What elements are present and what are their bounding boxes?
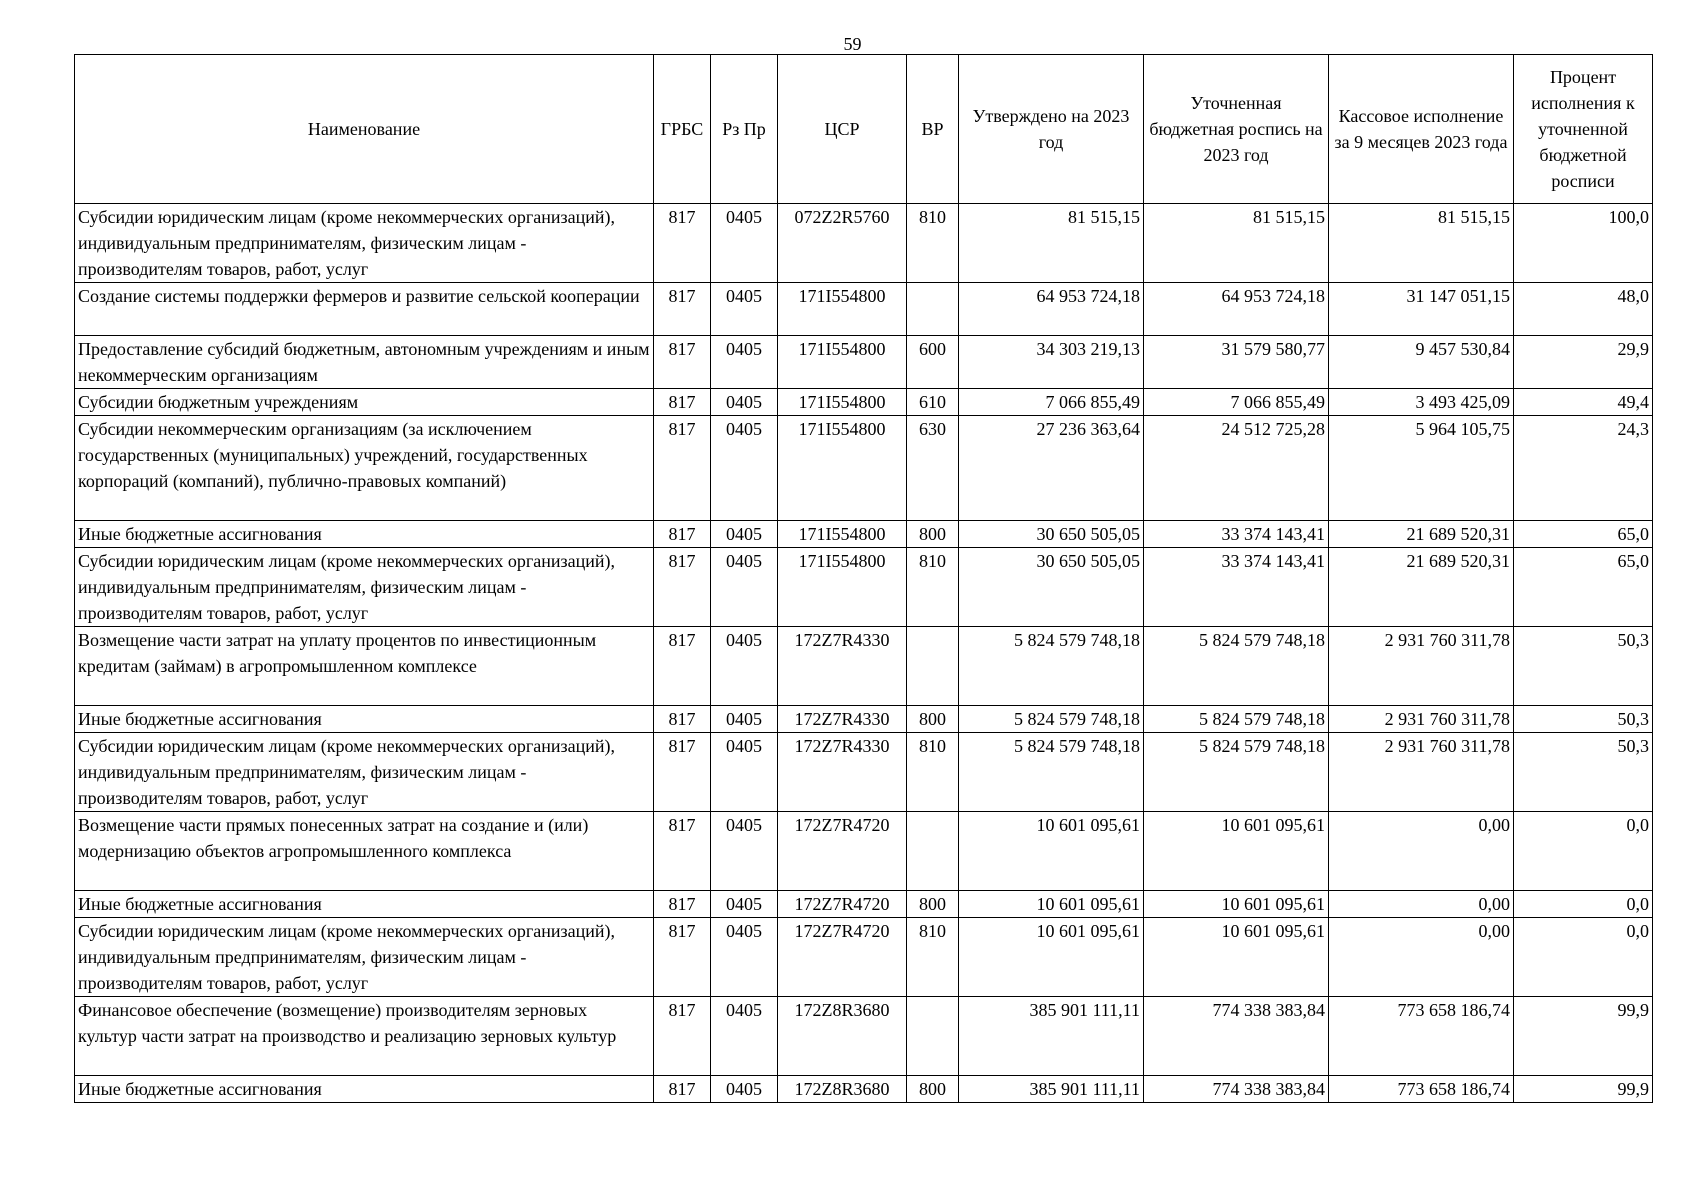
cell-csr: 172Z8R3680: [778, 997, 907, 1076]
cell-name: Возмещение части затрат на уплату процентов по инвестиционным кредитам (займам) в агропромышленном комплексе: [75, 627, 654, 706]
cell-csr: 171I554800: [778, 283, 907, 336]
cell-vr: 610: [907, 389, 959, 416]
cell-executed: 2 931 760 311,78: [1329, 733, 1514, 812]
cell-percent: 29,9: [1514, 336, 1653, 389]
cell-csr: 172Z7R4330: [778, 706, 907, 733]
cell-name: Предоставление субсидий бюджетным, автономным учреждениям и иным некоммерческим организациям: [75, 336, 654, 389]
cell-approved: 5 824 579 748,18: [959, 627, 1144, 706]
cell-name: Иные бюджетные ассигнования: [75, 521, 654, 548]
cell-rzpr: 0405: [711, 548, 778, 627]
cell-refined: 10 601 095,61: [1144, 891, 1329, 918]
cell-refined: 33 374 143,41: [1144, 548, 1329, 627]
cell-csr: 171I554800: [778, 389, 907, 416]
cell-vr: 630: [907, 416, 959, 521]
cell-percent: 50,3: [1514, 733, 1653, 812]
cell-executed: 2 931 760 311,78: [1329, 627, 1514, 706]
cell-rzpr: 0405: [711, 733, 778, 812]
cell-csr: 172Z7R4330: [778, 627, 907, 706]
cell-grbs: 817: [654, 336, 711, 389]
cell-refined: 10 601 095,61: [1144, 812, 1329, 891]
cell-percent: 24,3: [1514, 416, 1653, 521]
cell-name: Создание системы поддержки фермеров и развитие сельской кооперации: [75, 283, 654, 336]
cell-executed: 21 689 520,31: [1329, 521, 1514, 548]
cell-rzpr: 0405: [711, 204, 778, 283]
cell-vr: 810: [907, 733, 959, 812]
table-row: [75, 733, 1653, 812]
cell-refined: 81 515,15: [1144, 204, 1329, 283]
cell-csr: 171I554800: [778, 336, 907, 389]
cell-refined: 64 953 724,18: [1144, 283, 1329, 336]
cell-percent: 50,3: [1514, 706, 1653, 733]
table-row: [75, 521, 1653, 548]
cell-refined: 24 512 725,28: [1144, 416, 1329, 521]
cell-vr: 810: [907, 548, 959, 627]
header-rzpr: Рз Пр: [711, 55, 778, 204]
cell-grbs: 817: [654, 1076, 711, 1103]
cell-refined: 5 824 579 748,18: [1144, 733, 1329, 812]
cell-grbs: 817: [654, 521, 711, 548]
page-number: 59: [843, 34, 862, 54]
cell-grbs: 817: [654, 204, 711, 283]
cell-grbs: 817: [654, 706, 711, 733]
cell-grbs: 817: [654, 548, 711, 627]
cell-rzpr: 0405: [711, 416, 778, 521]
cell-percent: 48,0: [1514, 283, 1653, 336]
cell-percent: 0,0: [1514, 891, 1653, 918]
cell-approved: 10 601 095,61: [959, 812, 1144, 891]
cell-executed: 0,00: [1329, 891, 1514, 918]
cell-executed: 773 658 186,74: [1329, 1076, 1514, 1103]
cell-grbs: 817: [654, 891, 711, 918]
cell-executed: 773 658 186,74: [1329, 997, 1514, 1076]
cell-grbs: 817: [654, 416, 711, 521]
table-row: [75, 283, 1653, 336]
cell-executed: 0,00: [1329, 812, 1514, 891]
cell-rzpr: 0405: [711, 918, 778, 997]
cell-approved: 30 650 505,05: [959, 521, 1144, 548]
cell-percent: 50,3: [1514, 627, 1653, 706]
cell-rzpr: 0405: [711, 336, 778, 389]
cell-grbs: 817: [654, 627, 711, 706]
cell-refined: 5 824 579 748,18: [1144, 627, 1329, 706]
cell-vr: [907, 283, 959, 336]
cell-csr: 172Z7R4720: [778, 918, 907, 997]
cell-grbs: 817: [654, 918, 711, 997]
cell-percent: 65,0: [1514, 548, 1653, 627]
cell-csr: 072Z2R5760: [778, 204, 907, 283]
cell-vr: [907, 812, 959, 891]
cell-rzpr: 0405: [711, 706, 778, 733]
cell-name: Иные бюджетные ассигнования: [75, 706, 654, 733]
cell-rzpr: 0405: [711, 997, 778, 1076]
cell-grbs: 817: [654, 812, 711, 891]
cell-refined: 774 338 383,84: [1144, 1076, 1329, 1103]
table-row: [75, 812, 1653, 891]
header-refined: Уточненная бюджетная роспись на 2023 год: [1144, 55, 1329, 204]
cell-csr: 172Z7R4330: [778, 733, 907, 812]
cell-rzpr: 0405: [711, 891, 778, 918]
cell-name: Иные бюджетные ассигнования: [75, 891, 654, 918]
cell-rzpr: 0405: [711, 521, 778, 548]
cell-percent: 0,0: [1514, 918, 1653, 997]
cell-refined: 31 579 580,77: [1144, 336, 1329, 389]
cell-approved: 7 066 855,49: [959, 389, 1144, 416]
cell-csr: 171I554800: [778, 416, 907, 521]
cell-executed: 0,00: [1329, 918, 1514, 997]
cell-csr: 172Z7R4720: [778, 891, 907, 918]
cell-percent: 99,9: [1514, 1076, 1653, 1103]
cell-vr: [907, 997, 959, 1076]
table-row: [75, 204, 1653, 283]
cell-rzpr: 0405: [711, 812, 778, 891]
cell-name: Субсидии некоммерческим организациям (за исключением государственных (муниципальных) учреждений, государственных корпораций (компаний), публично-правовых компаний): [75, 416, 654, 521]
cell-approved: 385 901 111,11: [959, 997, 1144, 1076]
cell-refined: 10 601 095,61: [1144, 918, 1329, 997]
cell-approved: 10 601 095,61: [959, 891, 1144, 918]
cell-approved: 5 824 579 748,18: [959, 706, 1144, 733]
table-row: [75, 891, 1653, 918]
cell-approved: 385 901 111,11: [959, 1076, 1144, 1103]
cell-name: Субсидии юридическим лицам (кроме некоммерческих организаций), индивидуальным предпринимателям, физическим лицам - производителям товаров, работ, услуг: [75, 918, 654, 997]
cell-approved: 64 953 724,18: [959, 283, 1144, 336]
cell-approved: 34 303 219,13: [959, 336, 1144, 389]
header-percent: Процент исполнения к уточненной бюджетной росписи: [1514, 55, 1653, 204]
cell-approved: 27 236 363,64: [959, 416, 1144, 521]
cell-vr: 810: [907, 204, 959, 283]
header-approved: Утверждено на 2023 год: [959, 55, 1144, 204]
cell-refined: 33 374 143,41: [1144, 521, 1329, 548]
cell-approved: 10 601 095,61: [959, 918, 1144, 997]
cell-percent: 99,9: [1514, 997, 1653, 1076]
cell-executed: 9 457 530,84: [1329, 336, 1514, 389]
cell-name: Иные бюджетные ассигнования: [75, 1076, 654, 1103]
cell-refined: 5 824 579 748,18: [1144, 706, 1329, 733]
table-header-row: [75, 55, 1653, 204]
cell-csr: 172Z8R3680: [778, 1076, 907, 1103]
header-name: Наименование: [75, 55, 654, 204]
cell-executed: 81 515,15: [1329, 204, 1514, 283]
cell-approved: 81 515,15: [959, 204, 1144, 283]
cell-grbs: 817: [654, 997, 711, 1076]
budget-table: [74, 54, 1653, 1103]
cell-executed: 31 147 051,15: [1329, 283, 1514, 336]
cell-approved: 5 824 579 748,18: [959, 733, 1144, 812]
table-row: [75, 548, 1653, 627]
cell-rzpr: 0405: [711, 389, 778, 416]
cell-executed: 5 964 105,75: [1329, 416, 1514, 521]
cell-executed: 2 931 760 311,78: [1329, 706, 1514, 733]
cell-percent: 65,0: [1514, 521, 1653, 548]
cell-approved: 30 650 505,05: [959, 548, 1144, 627]
table-row: [75, 416, 1653, 521]
cell-name: Финансовое обеспечение (возмещение) производителям зерновых культур части затрат на производство и реализацию зерновых культур: [75, 997, 654, 1076]
table-row: [75, 389, 1653, 416]
table-row: [75, 627, 1653, 706]
cell-name: Субсидии юридическим лицам (кроме некоммерческих организаций), индивидуальным предпринимателям, физическим лицам - производителям товаров, работ, услуг: [75, 548, 654, 627]
cell-vr: 800: [907, 706, 959, 733]
cell-grbs: 817: [654, 389, 711, 416]
table-row: [75, 706, 1653, 733]
cell-grbs: 817: [654, 283, 711, 336]
table-row: [75, 918, 1653, 997]
cell-refined: 774 338 383,84: [1144, 997, 1329, 1076]
cell-refined: 7 066 855,49: [1144, 389, 1329, 416]
table-row: [75, 997, 1653, 1076]
cell-csr: 172Z7R4720: [778, 812, 907, 891]
cell-rzpr: 0405: [711, 283, 778, 336]
cell-vr: 800: [907, 891, 959, 918]
cell-executed: 3 493 425,09: [1329, 389, 1514, 416]
cell-rzpr: 0405: [711, 627, 778, 706]
cell-name: Субсидии юридическим лицам (кроме некоммерческих организаций), индивидуальным предпринимателям, физическим лицам - производителям товаров, работ, услуг: [75, 733, 654, 812]
cell-csr: 171I554800: [778, 548, 907, 627]
cell-vr: 800: [907, 1076, 959, 1103]
cell-name: Субсидии бюджетным учреждениям: [75, 389, 654, 416]
cell-percent: 100,0: [1514, 204, 1653, 283]
cell-percent: 0,0: [1514, 812, 1653, 891]
cell-executed: 21 689 520,31: [1329, 548, 1514, 627]
header-executed: Кассовое исполнение за 9 месяцев 2023 года: [1329, 55, 1514, 204]
header-csr: ЦСР: [778, 55, 907, 204]
cell-name: Субсидии юридическим лицам (кроме некоммерческих организаций), индивидуальным предпринимателям, физическим лицам - производителям товаров, работ, услуг: [75, 204, 654, 283]
table-row: [75, 1076, 1653, 1103]
cell-grbs: 817: [654, 733, 711, 812]
cell-name: Возмещение части прямых понесенных затрат на создание и (или) модернизацию объектов агропромышленного комплекса: [75, 812, 654, 891]
cell-csr: 171I554800: [778, 521, 907, 548]
cell-rzpr: 0405: [711, 1076, 778, 1103]
header-vr: ВР: [907, 55, 959, 204]
cell-vr: 800: [907, 521, 959, 548]
table-row: [75, 336, 1653, 389]
header-grbs: ГРБС: [654, 55, 711, 204]
cell-vr: [907, 627, 959, 706]
cell-vr: 600: [907, 336, 959, 389]
cell-percent: 49,4: [1514, 389, 1653, 416]
cell-vr: 810: [907, 918, 959, 997]
